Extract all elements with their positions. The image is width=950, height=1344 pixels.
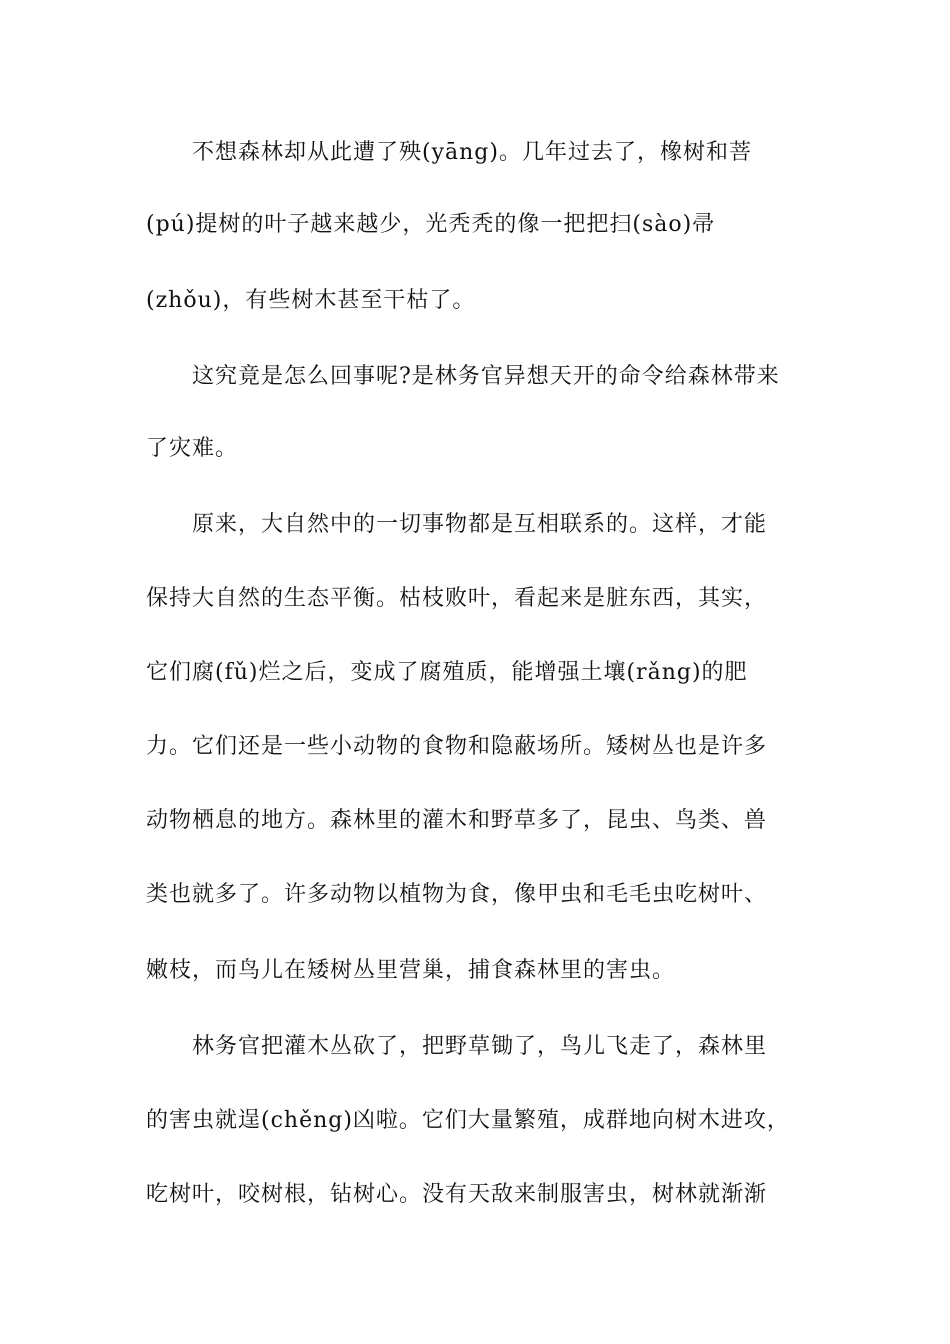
text-line: 动物栖息的地方。森林里的灌木和野草多了，昆虫、鸟类、兽 <box>146 808 768 833</box>
text-line: (pú)提树的叶子越来越少，光秃秃的像一把把扫(sào)帚 <box>146 212 716 237</box>
text-line: 保持大自然的生态平衡。枯枝败叶，看起来是脏东西，其实， <box>146 586 768 611</box>
text-line: 原来，大自然中的一切事物都是互相联系的。这样，才能 <box>192 512 768 537</box>
text-line: 林务官把灌木丛砍了，把野草锄了，鸟儿飞走了，森林里 <box>192 1034 768 1059</box>
text-line: 嫩枝，而鸟儿在矮树丛里营巢，捕食森林里的害虫。 <box>146 958 676 983</box>
text-line: 不想森林却从此遭了殃(yāng)。几年过去了，橡树和菩 <box>192 140 752 165</box>
text-line: 吃树叶，咬树根，钻树心。没有天敌来制服害虫，树林就渐渐 <box>146 1182 768 1207</box>
text-line: 它们腐(fǔ)烂之后，变成了腐殖质，能增强土壤(rǎng)的肥 <box>146 660 748 685</box>
text-line: 这究竟是怎么回事呢?是林务官异想天开的命令给森林带来 <box>192 364 780 389</box>
text-line: 的害虫就逞(chěng)凶啦。它们大量繁殖，成群地向树木进攻， <box>146 1108 790 1133</box>
text-line: 力。它们还是一些小动物的食物和隐蔽场所。矮树丛也是许多 <box>146 734 768 759</box>
text-line: 了灾难。 <box>146 436 239 461</box>
text-line: 类也就多了。许多动物以植物为食，像甲虫和毛毛虫吃树叶、 <box>146 882 768 907</box>
text-line: (zhǒu)，有些树木甚至干枯了。 <box>146 288 476 313</box>
